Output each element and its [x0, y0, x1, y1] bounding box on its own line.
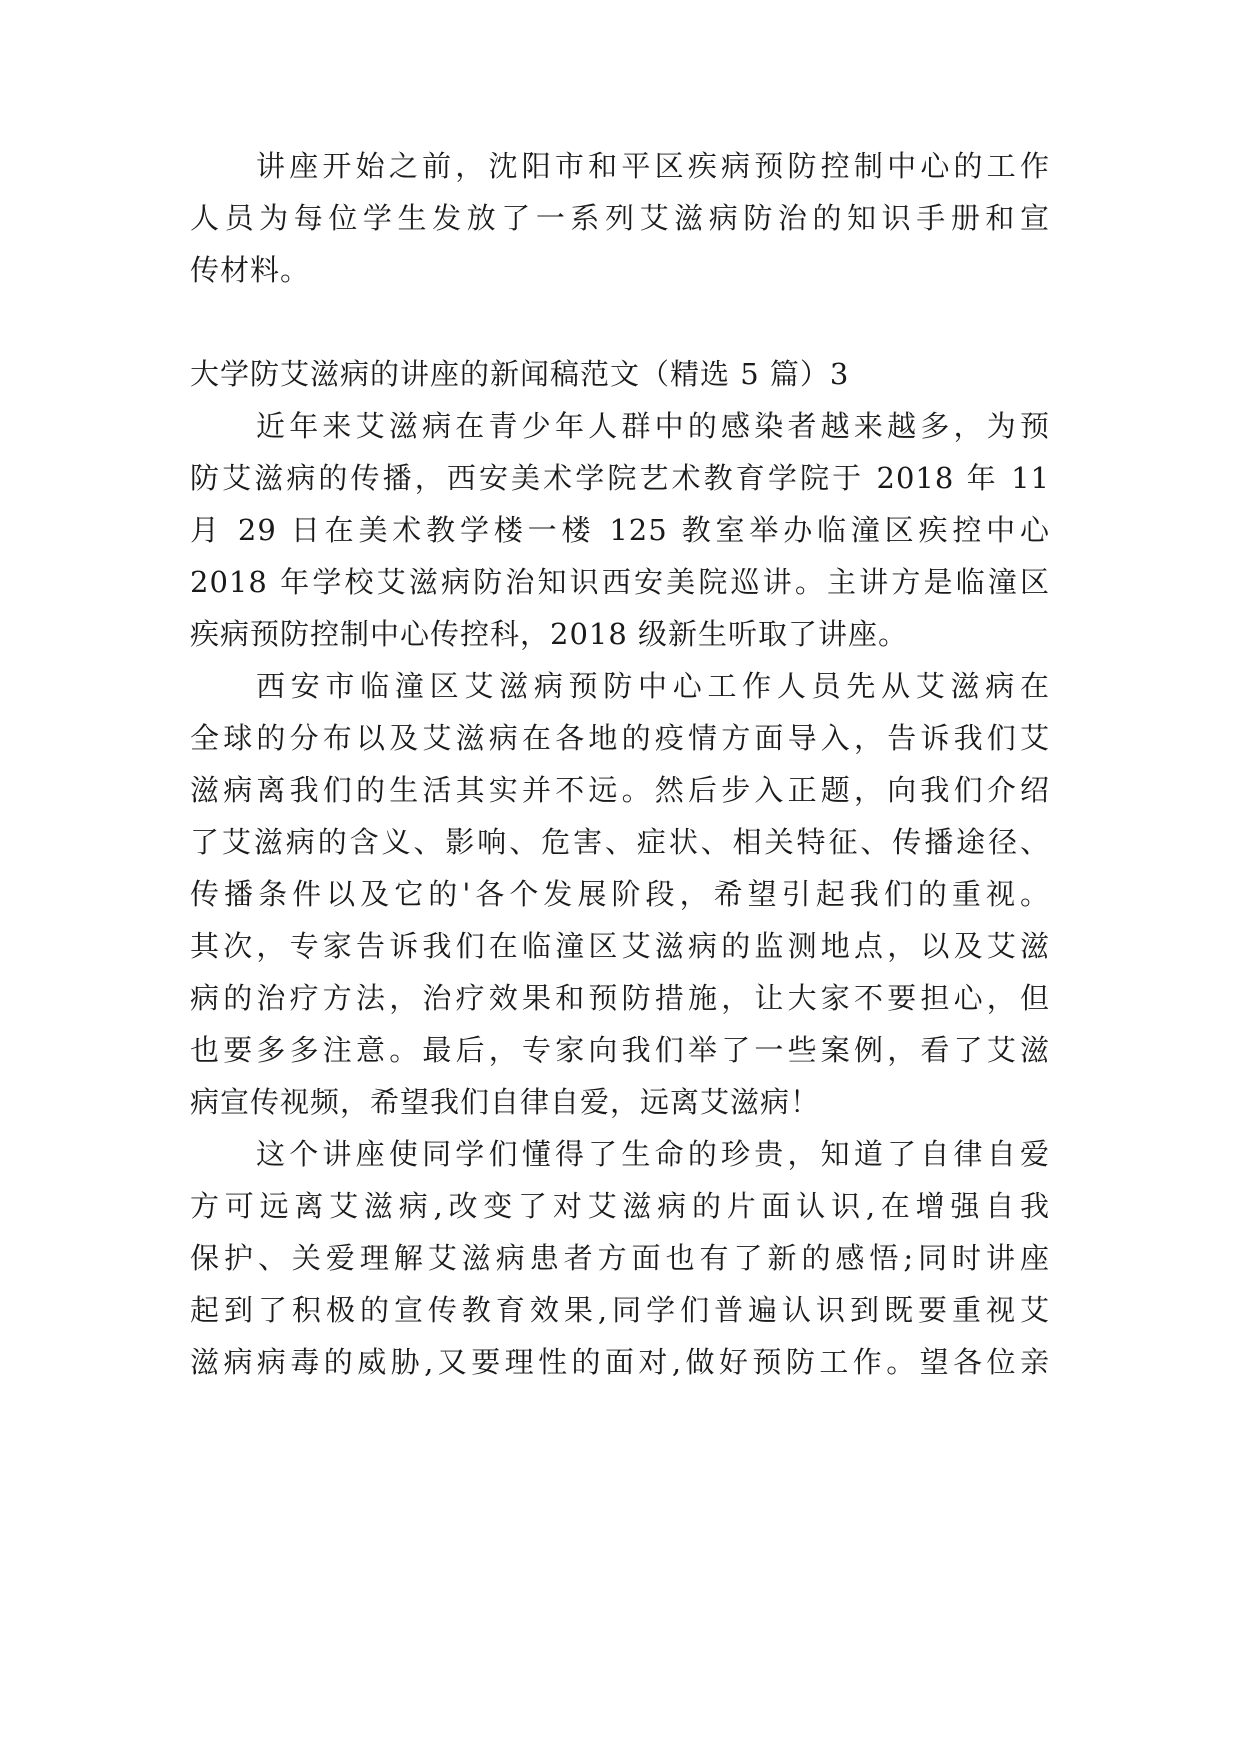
paragraph-3-line-4: 了艾滋病的含义、影响、危害、症状、相关特征、传播途径、: [190, 825, 1050, 859]
paragraph-4-line-2: 方可远离艾滋病,改变了对艾滋病的片面认识,在增强自我: [190, 1189, 1050, 1223]
section-heading: 大学防艾滋病的讲座的新闻稿范文（精选 5 篇）3: [190, 357, 850, 391]
paragraph-2-line-2: 防艾滋病的传播，西安美术学院艺术教育学院于 2018 年 11: [190, 461, 1050, 495]
paragraph-2-line-1: 近年来艾滋病在青少年人群中的感染者越来越多，为预: [256, 409, 1050, 443]
paragraph-2-line-5: 疾病预防控制中心传控科，2018 级新生听取了讲座。: [190, 617, 909, 651]
paragraph-4-line-1: 这个讲座使同学们懂得了生命的珍贵，知道了自律自爱: [256, 1137, 1050, 1171]
paragraph-3-line-1: 西安市临潼区艾滋病预防中心工作人员先从艾滋病在: [256, 669, 1050, 703]
paragraph-3-line-3: 滋病离我们的生活其实并不远。然后步入正题，向我们介绍: [190, 773, 1050, 807]
paragraph-3-line-8: 也要多多注意。最后，专家向我们举了一些案例，看了艾滋: [190, 1033, 1050, 1067]
paragraph-2-line-3: 月 29 日在美术教学楼一楼 125 教室举办临潼区疾控中心: [190, 513, 1050, 547]
paragraph-3-line-5: 传播条件以及它的'各个发展阶段，希望引起我们的重视。: [190, 877, 1050, 911]
paragraph-1-line-3: 传材料。: [190, 253, 311, 287]
paragraph-4-line-5: 滋病病毒的威胁,又要理性的面对,做好预防工作。望各位亲: [190, 1345, 1050, 1379]
paragraph-4-line-3: 保护、关爱理解艾滋病患者方面也有了新的感悟;同时讲座: [190, 1241, 1050, 1275]
paragraph-1-line-1: 讲座开始之前，沈阳市和平区疾病预防控制中心的工作: [256, 149, 1050, 183]
paragraph-3-line-7: 病的治疗方法，治疗效果和预防措施，让大家不要担心，但: [190, 981, 1050, 1015]
paragraph-1-line-2: 人员为每位学生发放了一系列艾滋病防治的知识手册和宣: [190, 201, 1050, 235]
paragraph-3-line-2: 全球的分布以及艾滋病在各地的疫情方面导入，告诉我们艾: [190, 721, 1050, 755]
paragraph-3-line-6: 其次，专家告诉我们在临潼区艾滋病的监测地点，以及艾滋: [190, 929, 1050, 963]
paragraph-4-line-4: 起到了积极的宣传教育效果,同学们普遍认识到既要重视艾: [190, 1293, 1050, 1327]
paragraph-2-line-4: 2018 年学校艾滋病防治知识西安美院巡讲。主讲方是临潼区: [190, 565, 1050, 599]
paragraph-3-line-9: 病宣传视频，希望我们自律自爱，远离艾滋病！: [190, 1085, 821, 1119]
